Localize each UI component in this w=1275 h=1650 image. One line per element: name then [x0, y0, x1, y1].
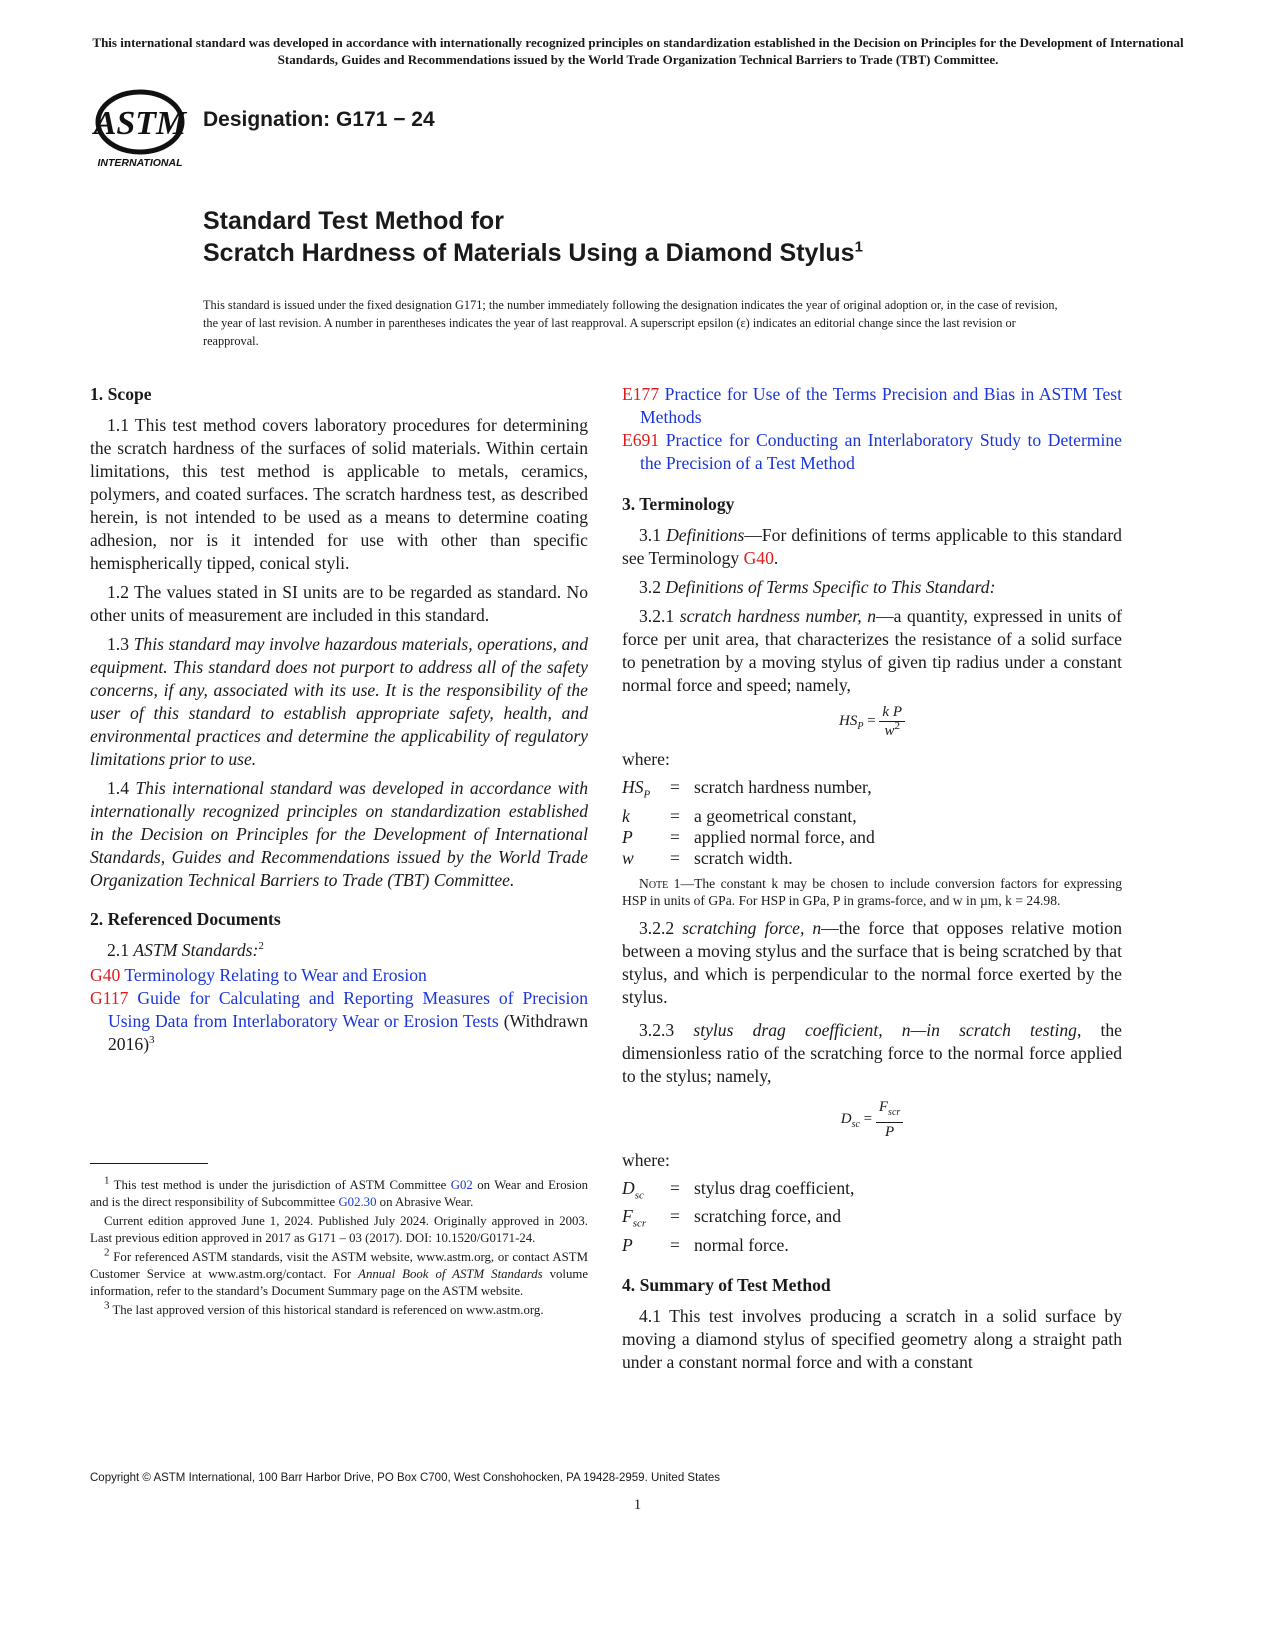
equation-dsc: $D_{sc}$ = $\frac{F_{scr}}{P}$ — [622, 1098, 1122, 1141]
var-equals: = — [670, 847, 680, 868]
scope-1-3 — [90, 633, 588, 771]
issue-note: This standard is issued under the fixed designation G171; the number immediately following the designation indicates the year of original adoption or, in the case of revision, the year of last revision. A number in parentheses indicates the year of last reapproval. A superscript epsilon (ε) indicates an editorial change since the last revision or reapproval. — [203, 298, 1058, 348]
term-3-2-3-text: , the dimensionless ratio of the scratching force to the normal force applied to the stylus; namely, — [622, 1019, 1122, 1086]
ref-g40-code[interactable]: G40 — [90, 965, 121, 985]
var-row — [622, 1178, 1122, 1207]
title-footnote-mark: 1 — [854, 238, 863, 256]
fn1-link-g02[interactable]: G02 — [450, 1178, 473, 1192]
footnote-rule — [90, 1163, 208, 1164]
footnotes — [90, 1174, 588, 1321]
ref-e691[interactable] — [622, 429, 1122, 475]
var-symbol: k — [622, 805, 630, 826]
copyright: Copyright © ASTM International, 100 Barr Harbor Drive, PO Box C700, West Conshohocken, PA 19428-2959. United States — [90, 1472, 721, 1484]
var-desc: scratch hardness number, — [694, 777, 872, 797]
var-sub: scr — [632, 1217, 647, 1230]
var-desc: stylus drag coefficient, — [694, 1177, 855, 1198]
vars-1 — [622, 777, 1122, 869]
term-3-1-num: 3.1 — [639, 525, 661, 545]
var-equals: = — [670, 1177, 680, 1198]
note-text: —The constant k may be chosen to include conversion factors for expressing HSP in units of GPa. For HSP in GPa, P in grams-force, and w in µm, k = 24.98. — [622, 875, 1122, 908]
var-desc: normal force. — [694, 1234, 789, 1255]
left-column — [90, 383, 588, 1056]
summary-4-1: 4.1 This test involves producing a scratch in a solid surface by moving a diamond stylus of specified geometry along a straight path under a constant normal force and with a constant — [622, 1305, 1122, 1372]
astm-logo — [90, 84, 190, 170]
where-1: where: — [622, 749, 670, 769]
eq1-denominator: w — [884, 723, 895, 739]
summary-heading: 4. Summary of Test Method — [622, 1274, 831, 1295]
fn1-link-g0230[interactable]: G02.30 — [338, 1195, 377, 1209]
right-column — [622, 383, 1122, 1380]
var-row — [622, 1206, 1122, 1235]
ref-g117-suffix: (Withdrawn 2016) — [108, 1011, 588, 1054]
var-equals: = — [670, 805, 680, 826]
term-3-2-2-term: scratching force, n — [682, 917, 822, 938]
title-line-2: Scratch Hardness of Materials Using a Diamond Stylus — [203, 239, 855, 267]
ref-g117-code[interactable]: G117 — [90, 988, 129, 1008]
ref-g40-title[interactable]: Terminology Relating to Wear and Erosion — [124, 965, 427, 985]
ref-sub-sup: 2 — [258, 940, 264, 953]
term-3-1-end: . — [773, 548, 779, 568]
var-equals: = — [670, 777, 680, 797]
footnote-edition: Current edition approved June 1, 2024. Published July 2024. Originally approved in 2003. Last previous edition approved in 2017 as G171 – 03 (2017). DOI: 10.1520/G0171-24. — [90, 1214, 588, 1245]
term-3-1-text: —For definitions of terms applicable to this standard see Terminology — [622, 525, 1122, 568]
scope-1-3-text: This standard may involve hazardous materials, operations, and equipment. This standard does not purport to address all of the safety concerns, if any, associated with its use. It is the responsibility of the user of this standard to establish appropriate safety, health, and environmental practices and determine the applicability of regulatory limitations prior to use. — [90, 634, 588, 769]
var-row — [622, 848, 1122, 869]
note-1 — [622, 875, 1122, 909]
var-equals: = — [670, 826, 680, 847]
eq2-num-sub: scr — [888, 1106, 901, 1118]
equation-hsp: $HS_P$ = $\frac{\text{k P}}{w^2}$ — [622, 703, 1122, 740]
term-3-2-1-text: —a quantity, expressed in units of force per unit area, that characterizes the resistance of a solid surface to penetration by a moving stylus of given tip radius under a constant normal force and speed; namely, — [622, 606, 1122, 695]
scope-heading: 1. Scope — [90, 384, 152, 404]
term-3-2-2 — [622, 917, 1122, 1009]
logo-text: ASTM — [93, 105, 187, 142]
eq1-lhs-sub: P — [857, 720, 864, 732]
astm-standards-label — [90, 939, 588, 962]
var-desc: scratching force, and — [694, 1206, 842, 1227]
top-notice: This international standard was developed in accordance with internationally recognized principles on standardization established in the Decision on Principles for the Development of International Standards, Guides and Recommendations issued by the World Trade Organization Technical Barriers to Trade (TBT) Committee. — [92, 35, 1184, 67]
note-label: Note 1 — [639, 875, 681, 891]
term-3-2-3-term: stylus drag coefficient, n—in scratch testing — [693, 1019, 1077, 1040]
var-symbol: P — [622, 826, 633, 847]
ref-e177-title[interactable]: Practice for Use of the Terms Precision and Bias in ASTM Test Methods — [640, 384, 1122, 427]
eq2-numerator: F — [878, 1098, 889, 1115]
eq2-lhs-sub: sc — [851, 1118, 860, 1130]
term-3-2-num: 3.2 — [639, 577, 661, 597]
fn1-text-a: This test method is under the jurisdiction of ASTM Committee — [109, 1178, 451, 1192]
var-sub: sc — [634, 1189, 644, 1202]
ref-g117-sup: 3 — [149, 1034, 155, 1047]
fn2-mark: 2 — [104, 1246, 110, 1259]
referenced-heading: 2. Referenced Documents — [90, 909, 281, 929]
var-equals: = — [670, 1206, 680, 1227]
eq1-den-sup: 2 — [894, 720, 900, 732]
ref-e691-title[interactable]: Practice for Conducting an Interlaboratory Study to Determine the Precision of a Test Method — [640, 430, 1122, 473]
var-desc: a geometrical constant, — [694, 805, 857, 826]
ref-e177-code[interactable]: E177 — [622, 384, 660, 404]
var-symbol: w — [622, 847, 634, 868]
var-desc: applied normal force, and — [694, 826, 875, 847]
ref-e691-code[interactable]: E691 — [622, 430, 660, 450]
designation: Designation: G171 − 24 — [203, 108, 435, 131]
ref-g117-title[interactable]: Guide for Calculating and Reporting Measures of Precision Using Data from Interlaboratory Wear or Erosion Tests — [108, 988, 588, 1031]
scope-1-4-text: This international standard was developed in accordance with internationally recognized principles on standardization established in the Decision on Principles for the Development of International Standards, Guides and Recommendations issued by the World Trade Organization Technical Barriers to Trade (TBT) Committee. — [90, 778, 588, 890]
terminology-heading: 3. Terminology — [622, 494, 735, 514]
var-symbol: D — [622, 1177, 635, 1198]
scope-1-3-num: 1.3 — [107, 634, 129, 654]
scope-1-4 — [90, 777, 588, 892]
eq2-denominator: P — [884, 1123, 895, 1140]
term-3-2-1 — [622, 605, 1122, 697]
term-3-2-2-num: 3.2.2 — [639, 917, 675, 938]
fn2-text-a: For referenced ASTM standards, visit the ASTM website, www.astm.org, or contact ASTM Customer Service at www.astm.org/contact. For — [90, 1250, 588, 1281]
footnote-1 — [90, 1174, 588, 1211]
var-symbol: P — [622, 1234, 633, 1255]
eq1-lhs: HS — [839, 712, 858, 729]
fn3-mark: 3 — [104, 1299, 110, 1312]
fn1-text-b: on Wear and Erosion and is the direct responsibility of Subcommittee — [90, 1178, 588, 1209]
term-3-2 — [622, 576, 1122, 599]
var-desc: scratch width. — [694, 847, 793, 868]
scope-1-1: 1.1 This test method covers laboratory procedures for determining the scratch hardness of the surfaces of solid materials. Within certain limitations, this test method is applicable to metals, ceramics, polymers, and coated surfaces. The scratch hardness test, as described herein, is not intended to be used as a means to determine coating adhesion, nor is it intended for use with other than specific hemispherically tipped, conical styli. — [90, 415, 588, 573]
eq1-numerator: k P — [879, 703, 905, 722]
var-row — [622, 1235, 1122, 1256]
var-symbol: HS — [622, 777, 644, 797]
fn1-text-c: on Abrasive Wear. — [376, 1195, 474, 1209]
logo-subtext: INTERNATIONAL — [97, 157, 183, 169]
var-row — [622, 777, 1122, 806]
vars-2 — [622, 1178, 1122, 1256]
ref-g117[interactable] — [90, 987, 588, 1056]
term-3-2-3-num: 3.2.3 — [639, 1019, 675, 1040]
term-3-2-1-num: 3.2.1 — [639, 606, 675, 626]
scope-1-4-num: 1.4 — [107, 778, 129, 798]
page-title — [203, 205, 863, 269]
var-symbol: F — [622, 1206, 633, 1227]
title-line-1: Standard Test Method for — [203, 207, 504, 235]
page-number: 1 — [633, 1497, 642, 1513]
footnote-3 — [90, 1299, 588, 1319]
term-3-1-term: Definitions — [666, 525, 745, 545]
term-3-1 — [622, 524, 1122, 570]
var-equals: = — [670, 1234, 680, 1255]
footnote-2 — [90, 1246, 588, 1300]
fn1-mark: 1 — [104, 1174, 110, 1187]
term-3-2-2-text: —the force that opposes relative motion between a moving stylus and the surface that is being scratched by that stylus, and which is perpendicular to the normal force exerted by the stylus. — [622, 917, 1122, 1007]
term-3-2-1-term: scratch hardness number, n — [679, 606, 877, 626]
term-3-2-term: Definitions of Terms Specific to This Standard: — [665, 577, 996, 597]
ref-e177[interactable] — [622, 383, 1122, 429]
where-2: where: — [622, 1149, 670, 1170]
term-3-2-3 — [622, 1019, 1122, 1088]
fn2-text-b: volume information, refer to the standard’s Document Summary page on the ASTM website. — [90, 1267, 588, 1298]
fn3-text: The last approved version of this historical standard is referenced on www.astm.org. — [109, 1303, 544, 1317]
var-row — [622, 827, 1122, 848]
var-sub: P — [643, 788, 651, 801]
ref-sub-num: 2.1 — [107, 940, 129, 960]
eq2-lhs: D — [840, 1110, 852, 1127]
var-row — [622, 806, 1122, 827]
scope-1-2: 1.2 The values stated in SI units are to be regarded as standard. No other units of measurement are included in this standard. — [90, 582, 588, 625]
fn2-italic: Annual Book of ASTM Standards — [358, 1267, 543, 1281]
ref-g40[interactable] — [90, 964, 588, 987]
ref-sub-label: ASTM Standards: — [133, 940, 259, 960]
term-3-1-link-g40[interactable]: G40 — [743, 548, 774, 568]
